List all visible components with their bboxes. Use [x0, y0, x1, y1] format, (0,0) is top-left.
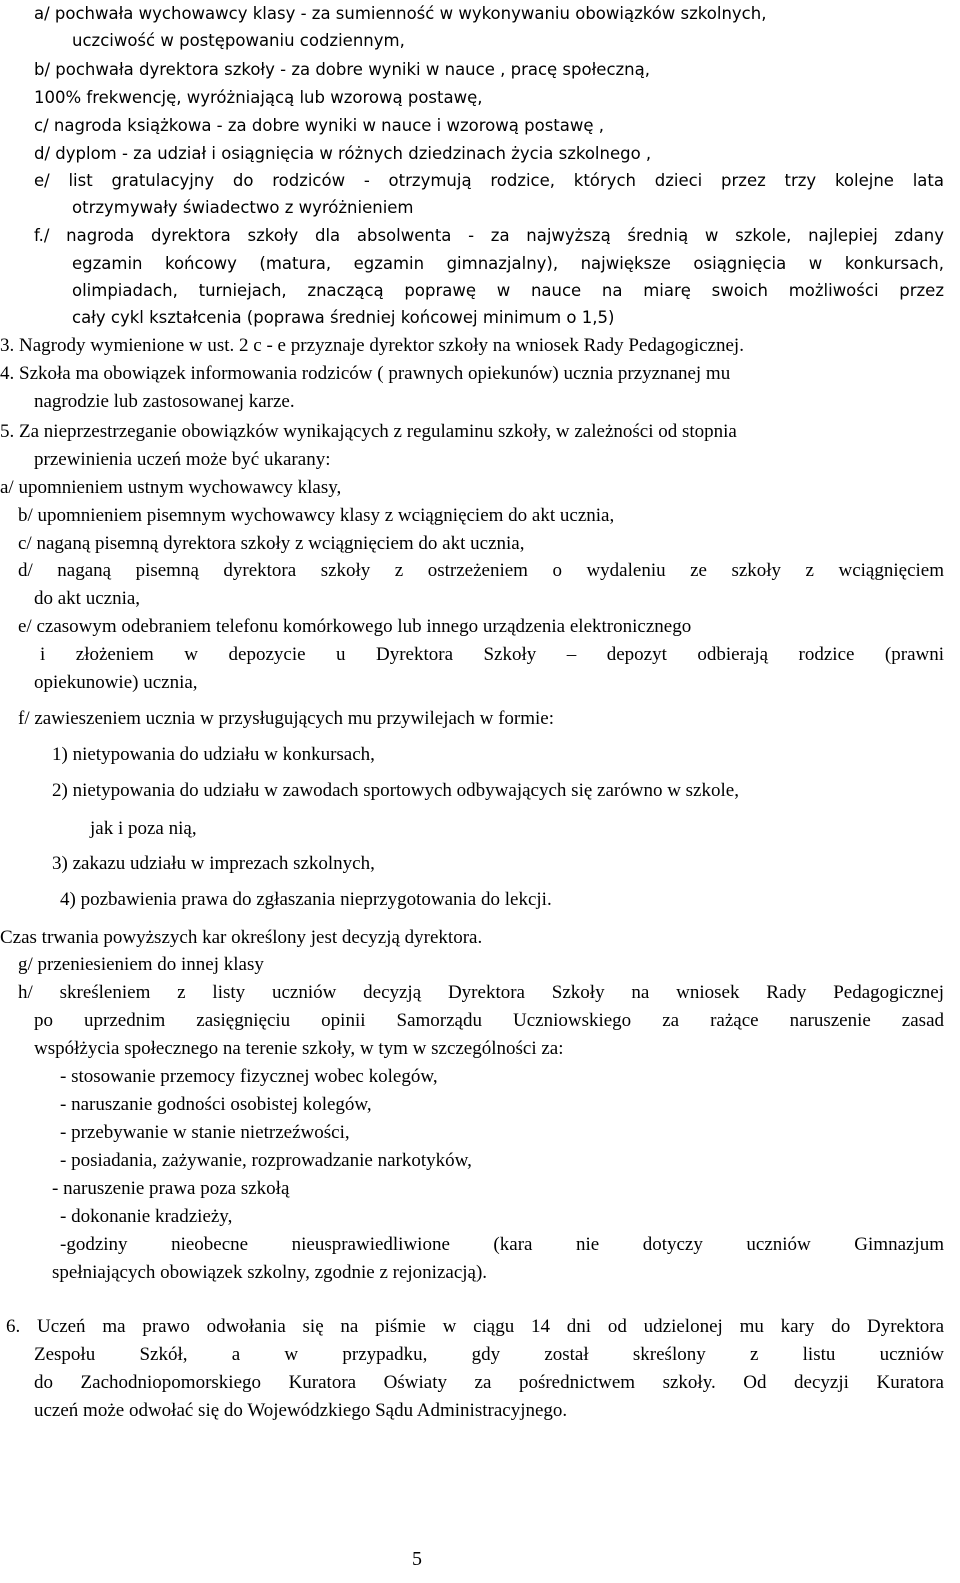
award-a-line1: a/ pochwała wychowawcy klasy - za sumienność w wykonywaniu obowiązków szkolnych,: [34, 4, 767, 23]
penalty-f-item-2-cont: jak i poza nią,: [90, 818, 197, 839]
point-4-line1: 4. Szkoła ma obowiązek informowania rodziców ( prawnych opiekunów) ucznia przyznanej mu: [0, 363, 731, 384]
point-5-line2: przewinienia uczeń może być ukarany:: [34, 449, 331, 470]
penalty-f-item-3: 3) zakazu udziału w imprezach szkolnych,: [52, 853, 375, 874]
penalty-h-line1: h/ skreśleniem z listy uczniów decyzją Dyrektora Szkoły na wniosek Rady Pedagogicznej: [18, 982, 944, 1003]
penalty-h-item-1: - stosowanie przemocy fizycznej wobec kolegów,: [60, 1066, 438, 1087]
penalty-h-item-4: - posiadania, zażywanie, rozprowadzanie narkotyków,: [60, 1150, 472, 1171]
penalty-g: g/ przeniesieniem do innej klasy: [18, 954, 264, 975]
award-b-line1: b/ pochwała dyrektora szkoły - za dobre wyniki w nauce , pracę społeczną,: [34, 60, 650, 79]
penalty-e-line3: opiekunowie) ucznia,: [34, 672, 198, 693]
penalty-f-item-4: 4) pozbawienia prawa do zgłaszania nieprzygotowania do lekcji.: [60, 889, 552, 910]
penalty-h-line2: po uprzednim zasięgnięciu opinii Samorządu Uczniowskiego za rażące naruszenie zasad: [34, 1010, 944, 1031]
award-a-line2: uczciwość w postępowaniu codziennym,: [72, 31, 405, 50]
penalty-h-item-7-line2: spełniających obowiązek szkolny, zgodnie z rejonizacją).: [52, 1262, 488, 1283]
penalty-h-item-6: - dokonanie kradzieży,: [60, 1206, 233, 1227]
penalty-h-item-7-line1: -godziny nieobecne nieusprawiedliwione (kara nie dotyczy uczniów Gimnazjum: [60, 1234, 944, 1255]
penalty-d-line1: d/ naganą pisemną dyrektora szkoły z ostrzeżeniem o wydaleniu ze szkoły z wciągnięciem: [18, 560, 944, 581]
penalty-h-line3: współżycia społecznego na terenie szkoły, w tym w szczególności za:: [34, 1038, 564, 1059]
page-number: 5: [412, 1548, 422, 1570]
award-f-line4: cały cykl kształcenia (poprawa średniej końcowej minimum o 1,5): [72, 308, 615, 327]
penalty-b: b/ upomnieniem pisemnym wychowawcy klasy z wciągnięciem do akt ucznia,: [18, 505, 615, 526]
penalty-a: a/ upomnieniem ustnym wychowawcy klasy,: [0, 477, 342, 498]
penalty-f-item-1: 1) nietypowania do udziału w konkursach,: [52, 744, 375, 765]
point-4-line2: nagrodzie lub zastosowanej karze.: [34, 391, 295, 412]
point-6-line2: Zespołu Szkół, a w przypadku, gdy został skreślony z listu uczniów: [34, 1344, 944, 1365]
award-e-line2: otrzymywały świadectwo z wyróżnieniem: [72, 198, 414, 217]
point-5-line1: 5. Za nieprzestrzeganie obowiązków wynikających z regulaminu szkoły, w zależności od stopnia: [0, 421, 737, 442]
penalty-c: c/ naganą pisemną dyrektora szkoły z wciągnięciem do akt ucznia,: [18, 533, 525, 554]
award-d: d/ dyplom - za udział i osiągnięcia w różnych dziedzinach życia szkolnego ,: [34, 144, 652, 163]
award-c: c/ nagroda książkowa - za dobre wyniki w nauce i wzorową postawę ,: [34, 116, 605, 135]
penalty-f-item-2: 2) nietypowania do udziału w zawodach sportowych odbywających się zarówno w szkole,: [52, 780, 739, 801]
award-f-line3: olimpiadach, turniejach, znaczącą poprawę w nauce na miarę swoich możliwości przez: [72, 281, 944, 300]
penalty-h-item-3: - przebywanie w stanie nietrzeźwości,: [60, 1122, 350, 1143]
point-6-line4: uczeń może odwołać się do Wojewódzkiego Sądu Administracyjnego.: [34, 1400, 568, 1421]
penalty-e-line1: e/ czasowym odebraniem telefonu komórkowego lub innego urządzenia elektronicznego: [18, 616, 692, 637]
point-6-line3: do Zachodniopomorskiego Kuratora Oświaty za pośrednictwem szkoły. Od decyzji Kuratora: [34, 1372, 944, 1393]
penalty-h-item-2: - naruszanie godności osobistej kolegów,: [60, 1094, 372, 1115]
point-3: 3. Nagrody wymienione w ust. 2 c - e przyznaje dyrektor szkoły na wniosek Rady Pedagogicznej.: [0, 335, 744, 356]
penalty-e-line2: i złożeniem w depozycie u Dyrektora Szkoły – depozyt odbierają rodzice (prawni: [40, 644, 944, 665]
award-f-line2: egzamin końcowy (matura, egzamin gimnazjalny), największe osiągnięcia w konkursach,: [72, 254, 944, 273]
penalty-duration: Czas trwania powyższych kar określony jest decyzją dyrektora.: [0, 927, 483, 948]
penalty-f: f/ zawieszeniem ucznia w przysługujących mu przywilejach w formie:: [18, 708, 555, 729]
penalty-d-line2: do akt ucznia,: [34, 588, 141, 609]
point-6-line1: 6. Uczeń ma prawo odwołania się na piśmie w ciągu 14 dni od udzielonej mu kary do Dyrektora: [6, 1316, 944, 1337]
award-b-line2: 100% frekwencję, wyróżniającą lub wzorową postawę,: [34, 88, 483, 107]
award-e-line1: e/ list gratulacyjny do rodziców - otrzymują rodzice, których dzieci przez trzy kolejne lata: [34, 171, 944, 190]
penalty-h-item-5: - naruszenie prawa poza szkołą: [52, 1178, 290, 1199]
award-f-line1: f./ nagroda dyrektora szkoły dla absolwenta - za najwyższą średnią w szkole, najlepiej zdany: [34, 226, 944, 245]
